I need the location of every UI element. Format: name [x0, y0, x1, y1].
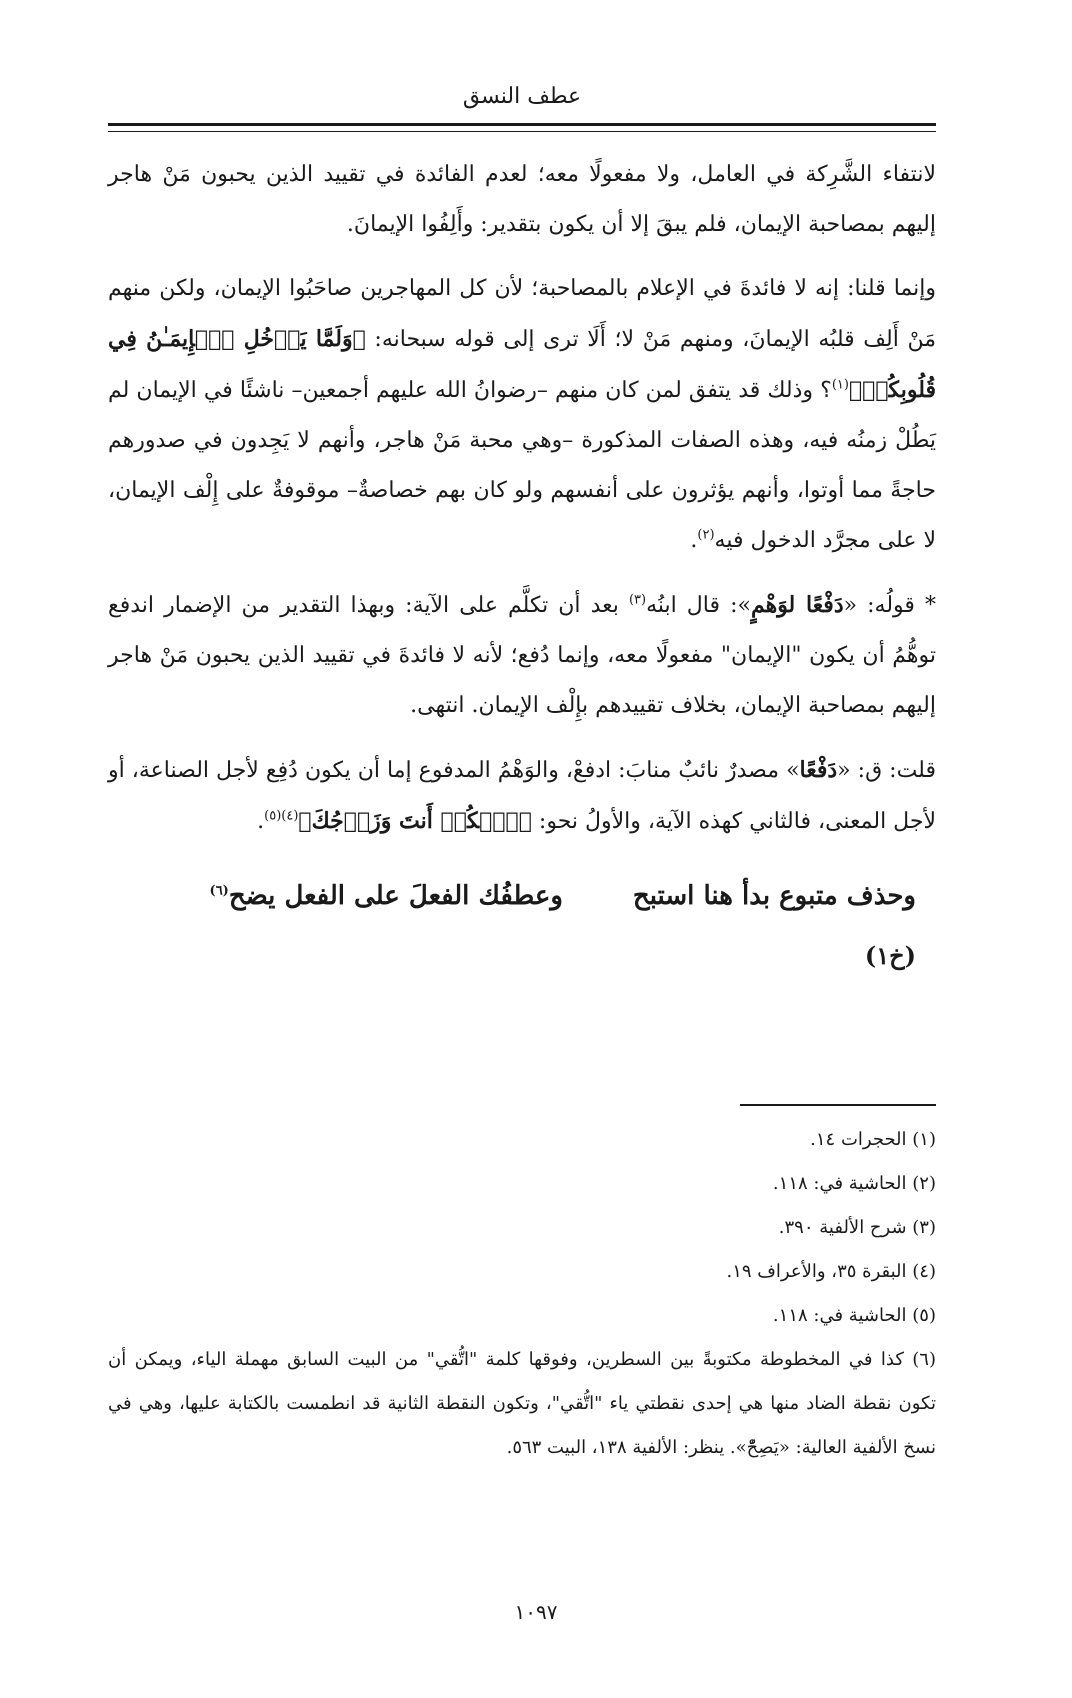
verse-hemistich-2-text: وعطفُك الفعلَ على الفعل يضح — [228, 881, 563, 911]
paragraph-1: لانتفاء الشَّرِكة في العامل، ولا مفعولًا معه؛ لعدم الفائدة في تقييد الذين يحبون مَنْ هاجر إليهم بمصاحبة الإيمان، فلم يبقَ إلا أن يكون بتقدير: وأَلِفُوا الإيمانَ. — [108, 162, 936, 237]
paragraph-2-end: . — [690, 528, 698, 553]
main-text — [108, 150, 936, 981]
footnote-5: (٥) الحاشية في: ١١٨. — [772, 1305, 936, 1326]
verse-hemistich-1-text: وحذف متبوع بدأ هنا استبح — [632, 881, 916, 911]
verse-hemistich-1 — [633, 861, 916, 931]
paragraph-2 — [108, 264, 936, 566]
footnote-ref-3[interactable]: (٣) — [628, 592, 647, 608]
paragraph-4-end: . — [257, 809, 265, 834]
paragraph-4-bold: دَفْعًا — [799, 757, 838, 783]
paragraph-3-text-c: بعد أن تكلَّم على الآية: وبهذا التقدير من الإضمار اندفع توهُّمُ أن يكون "الإيمان" مفعولًا معه، وإنما دُفع؛ لأنه لا فائدةَ في تقييد الذين يحبون مَنْ هاجر إليهم بمصاحبة الإيمان، بخلاف تقييدهم بإِلْف الإيمان. انتهى. — [108, 593, 936, 718]
quran-quote-2: ﴿ٱسۡكُنۡ أَنتَ وَزَوۡجُكَ﴾ — [298, 808, 532, 834]
paragraph-4 — [108, 745, 936, 847]
footnote-1: (١) الحجرات ١٤. — [810, 1129, 936, 1150]
footnote-ref-1[interactable]: (١) — [831, 377, 849, 393]
paragraph-4-text-b: » مصدرٌ نائبٌ منابَ: ادفعْ، والوَهْمُ المدفوع إما أن يكون دُفِع لأجل الصناعة، أو لأجل المعنى، فالثاني كهذه الآية، والأولُ نحو: — [108, 758, 936, 834]
header-rule-thick — [108, 123, 936, 126]
paragraph-3-bold: دَفْعًا لوَهْمٍ — [750, 592, 844, 618]
quran-quote-1: ﴿وَلَمَّا يَدۡخُلِ ٱلۡإِيمَـٰنُ فِي قُلُوبِكُمۡ﴾ — [108, 326, 936, 403]
paragraph-3-text-b: »: قال ابنُه — [646, 593, 751, 618]
footnote-2: (٢) الحاشية في: ١١٨. — [772, 1173, 936, 1194]
footnote-ref-6[interactable]: (٦) — [209, 883, 229, 899]
footnote-6: (٦) كذا في المخطوطة مكتوبةً بين السطرين، وفوقها كلمة "اتُّقي" من البيت السابق مهملة الياء، ويمكن أن تكون نقطة الضاد منها هي إحدى نقطتي ياء "اتُّقي"، وتكون النقطة الثانية قد انطمست بالكتابة عليها، وهي في نسخ الألفية العالية: «يَصِحّْ». ينظر: الألفية ١٣٨، البيت ٥٦٣. — [108, 1349, 936, 1458]
verse-reference: (خ١) — [864, 941, 916, 970]
paragraph-3 — [108, 580, 936, 731]
paragraph-2-text-b: ؟ وذلك قد يتفق لمن كان منهم –رضوانُ الله عليهم أجمعين– ناشئًا في الإيمان لم يَطُلْ زمنُه فيه، وهذه الصفات المذكورة –وهي محبة مَنْ هاجر، وأنهم لا يَجِدون في صدورهم حاجةً مما أوتوا، وأنهم يؤثرون على أنفسهم ولو كان بهم خصاصةٌ– موقوفةٌ على إِلْف الإيمان، لا على مجرَّد الدخول فيه — [108, 378, 936, 553]
page-number: ١٠٩٧ — [514, 1600, 558, 1624]
footnote-ref-4-5[interactable]: (٤)(٥) — [264, 808, 299, 824]
footnote-separator — [740, 1104, 936, 1106]
paragraph-4-text-a: قلت: ق: « — [837, 758, 936, 783]
footnote-4: (٤) البقرة ٣٥، والأعراف ١٩. — [726, 1261, 936, 1282]
footnote-ref-2[interactable]: (٢) — [697, 527, 715, 543]
verse-hemistich-2 — [210, 861, 563, 931]
paragraph-2-text-a: وإنما قلنا: إنه لا فائدةَ في الإعلام بالمصاحبة؛ لأن كل المهاجرين صاحَبُوا الإيمان، ولكن منهم مَنْ أَلِف قلبُه الإيمانَ، ومنهم مَنْ لا؛ أَلَا ترى إلى قوله سبحانه: — [108, 276, 936, 352]
footnotes — [108, 1118, 936, 1470]
running-header: عطف النسق — [462, 84, 582, 109]
poem-verse — [108, 861, 936, 931]
header-rule-thin — [108, 131, 936, 132]
footnote-3: (٣) شرح الألفية ٣٩٠. — [778, 1217, 936, 1238]
paragraph-3-text-a: * قولُه: « — [843, 593, 936, 618]
